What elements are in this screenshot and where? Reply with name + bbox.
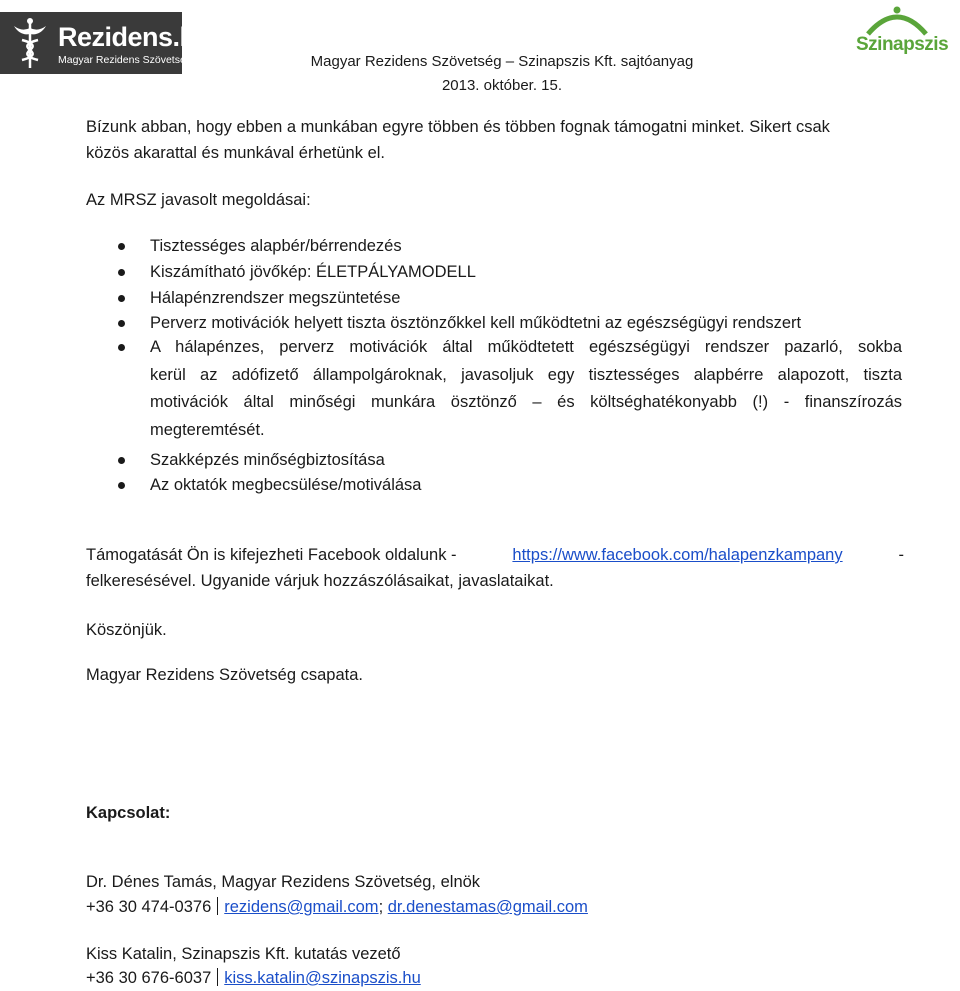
contact-line-2 <box>86 965 421 991</box>
press-release-title: Magyar Rezidens Szövetség – Szinapszis Kft. sajtóanyag <box>310 53 694 70</box>
list-item-line: kerül az adófizető állampolgároknak, javasoljuk egy tisztességes alapbérre alapozott, tiszta <box>150 365 902 384</box>
szinapszis-logo <box>856 4 949 76</box>
logo-brand-text: Rezidens.hu <box>58 22 212 52</box>
logo-sub-text: Magyar Rezidens Szövetség <box>58 54 192 66</box>
contact-person-2: Kiss Katalin, Szinapszis Kft. kutatás vezető <box>86 945 401 963</box>
bullet-icon <box>118 320 125 327</box>
email-link[interactable]: dr.denestamas@gmail.com <box>387 898 588 916</box>
list-item-line: motivációk által minőségi munkára ösztönző – és költséghatékonyabb (!) - finanszírozás <box>150 393 902 411</box>
separator <box>217 897 218 915</box>
signature-text: Magyar Rezidens Szövetség csapata. <box>86 666 363 684</box>
list-item: Az oktatók megbecsülése/motiválása <box>150 472 902 498</box>
synapse-arc-icon <box>862 4 932 36</box>
rezidens-logo <box>0 12 212 74</box>
solutions-intro: Az MRSZ javasolt megoldásai: <box>86 191 311 209</box>
list-item-line: megteremtését. <box>150 420 265 439</box>
list-item: Tisztességes alapbér/bérrendezés <box>150 233 902 259</box>
separator <box>217 968 218 986</box>
contact-heading: Kapcsolat: <box>86 804 171 822</box>
list-item: Kiszámítható jövőkép: ÉLETPÁLYAMODELL <box>150 259 902 285</box>
press-release-date: 2013. október. 15. <box>441 77 563 94</box>
email-link[interactable]: kiss.katalin@szinapszis.hu <box>224 969 421 987</box>
list-item: Szakképzés minőségbiztosítása <box>150 447 902 473</box>
list-item <box>150 334 902 444</box>
bullet-icon <box>118 344 125 351</box>
caduceus-icon <box>10 16 50 70</box>
phone-number: +36 30 676-6037 <box>86 969 212 987</box>
support-paragraph <box>86 542 904 568</box>
contact-person-1: Dr. Dénes Tamás, Magyar Rezidens Szövetség, elnök <box>86 873 481 891</box>
list-item-line: A hálapénzes, perverz motivációk által működtetett egészségügyi rendszer pazarló, sokba <box>150 338 902 356</box>
szinapszis-wordmark: Szinapszis <box>856 34 949 55</box>
support-paragraph-line2: felkeresésével. Ugyanide várjuk hozzászólásaikat, javaslataikat. <box>86 572 554 590</box>
bullet-icon <box>118 269 125 276</box>
support-text: Támogatását Ön is kifejezheti Facebook oldalunk - <box>86 546 457 564</box>
phone-number: +36 30 474-0376 <box>86 898 212 916</box>
list-item: Perverz motivációk helyett tiszta ösztönzőkkel kell működtetni az egészségügyi rendszert <box>150 310 902 336</box>
facebook-link[interactable]: https://www.facebook.com/halapenzkampany <box>512 546 843 564</box>
paragraph-line: közös akarattal és munkával érhetünk el. <box>86 144 385 162</box>
list-item: Hálapénzrendszer megszüntetése <box>150 285 902 311</box>
email-separator: ; <box>378 898 384 916</box>
paragraph-line: Bízunk abban, hogy ebben a munkában egyre többen és többen fognak támogatni minket. Sikert csak <box>86 118 830 136</box>
bullet-icon <box>118 482 125 489</box>
bullet-icon <box>118 243 125 250</box>
bullet-icon <box>118 457 125 464</box>
contact-line-1 <box>86 894 588 920</box>
bullet-icon <box>118 295 125 302</box>
support-dash: - <box>898 546 904 564</box>
thanks-text: Köszönjük. <box>86 621 167 639</box>
email-link[interactable]: rezidens@gmail.com <box>224 898 379 916</box>
